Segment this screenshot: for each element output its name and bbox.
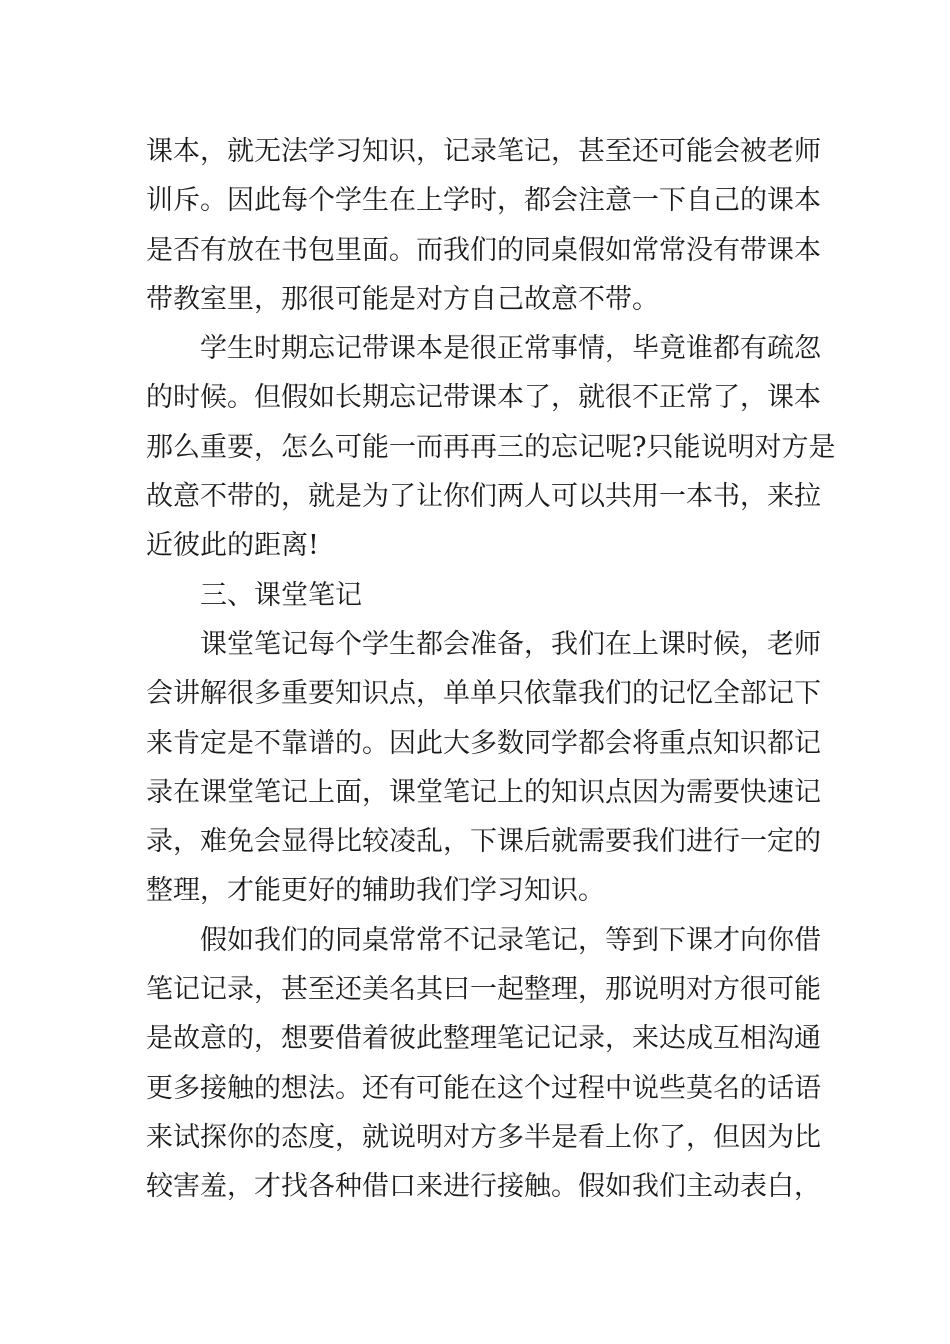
text-line: 来肯定是不靠谱的。因此大多数同学都会将重点知识都记 (146, 727, 821, 759)
document-body (146, 127, 836, 1212)
text-line: 较害羞，才找各种借口来进行接触。假如我们主动表白， (146, 1171, 821, 1203)
paragraph (146, 324, 836, 570)
text-line: 假如我们的同桌常常不记录笔记，等到下课才向你借 (200, 924, 821, 956)
text-line: 的时候。但假如长期忘记带课本了，就很不正常了，课本 (146, 382, 821, 414)
text-line: 学生时期忘记带课本是很正常事情，毕竟谁都有疏忽 (200, 333, 821, 365)
text-line: 整理，才能更好的辅助我们学习知识。 (146, 875, 605, 907)
text-line: 带教室里，那很可能是对方自己故意不带。 (146, 283, 659, 315)
text-line: 故意不带的，就是为了让你们两人可以共用一本书，来拉 (146, 481, 821, 513)
paragraph (146, 571, 806, 620)
text-line: 课堂笔记每个学生都会准备，我们在上课时候，老师 (200, 628, 821, 660)
text-line: 三、课堂笔记 (200, 579, 362, 611)
text-line: 是故意的，想要借着彼此整理笔记记录，来达成互相沟通 (146, 1023, 821, 1055)
paragraph (146, 916, 821, 1212)
paragraph (146, 620, 821, 916)
text-line: 录，难免会显得比较凌乱，下课后就需要我们进行一定的 (146, 826, 821, 858)
text-line: 会讲解很多重要知识点，单单只依靠我们的记忆全部记下 (146, 678, 821, 710)
paragraph (146, 127, 821, 324)
text-line: 那么重要，怎么可能一而再再三的忘记呢?只能说明对方是 (146, 431, 836, 463)
text-line: 是否有放在书包里面。而我们的同桌假如常常没有带课本 (146, 234, 821, 266)
text-line: 来试探你的态度，就说明对方多半是看上你了，但因为比 (146, 1121, 821, 1153)
text-line: 训斥。因此每个学生在上学时，都会注意一下自己的课本 (146, 185, 821, 217)
text-line: 近彼此的距离! (146, 530, 319, 562)
text-line: 笔记记录，甚至还美名其曰一起整理，那说明对方很可能 (146, 974, 821, 1006)
text-line: 课本，就无法学习知识，记录笔记，甚至还可能会被老师 (146, 136, 821, 167)
text-line: 录在课堂笔记上面，课堂笔记上的知识点因为需要快速记 (146, 776, 821, 808)
text-line: 更多接触的想法。还有可能在这个过程中说些莫名的话语 (146, 1072, 821, 1104)
